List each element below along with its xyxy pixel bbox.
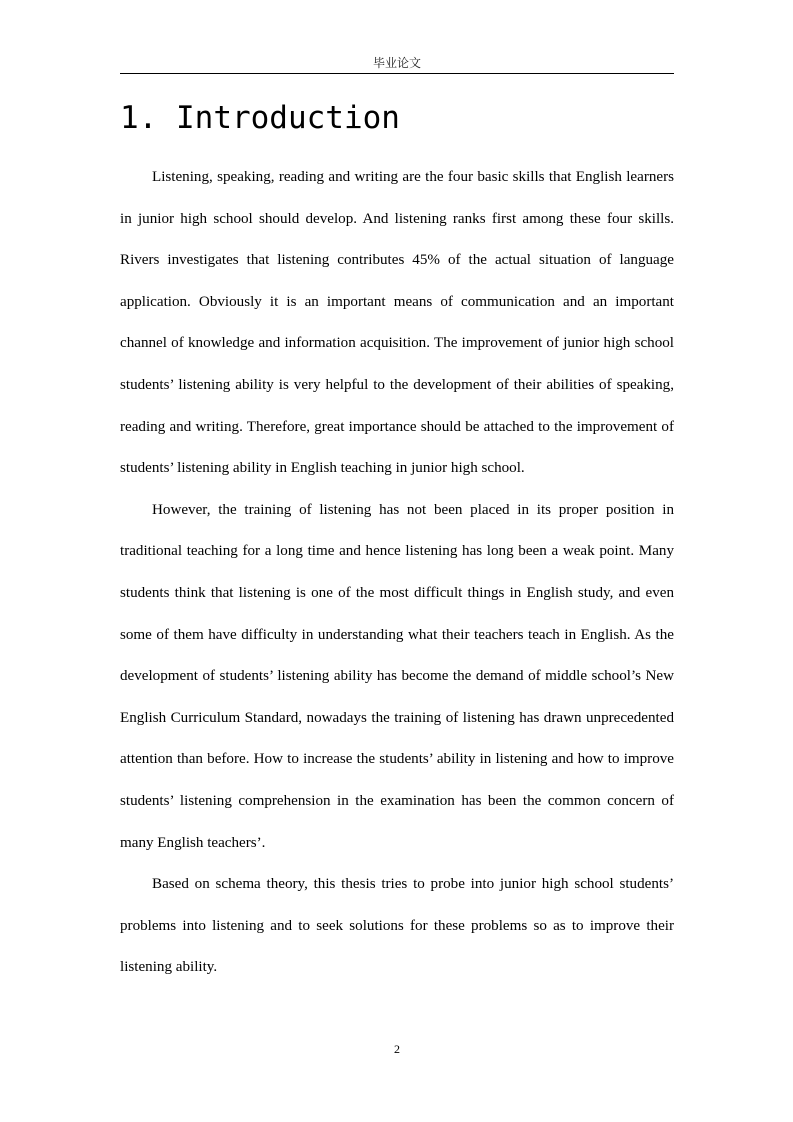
- paragraph-3: Based on schema theory, this thesis tries to probe into junior high school students’ problems into listening and to seek solutions for these problems so as to improve their listening ability.: [120, 876, 674, 976]
- body-text: [120, 157, 674, 989]
- header-title: 毕业论文: [372, 56, 421, 70]
- paragraph-2: However, the training of listening has not been placed in its proper position in traditional teaching for a long time and hence listening has long been a weak point. Many students think that listening is one of the most difficult things in English study, and even some of them have difficulty in understanding what their teachers teach in English. As the development of students’ listening ability has become the demand of middle school’s New English Curriculum Standard, nowadays the training of listening has drawn unprecedented attention than before. How to increase the students’ ability in listening and how to improve students’ listening comprehension in the examination has been the common concern of many English teachers’.: [120, 501, 674, 851]
- page-header: [120, 55, 674, 74]
- page-number: 2: [394, 1042, 400, 1056]
- paragraph-1: Listening, speaking, reading and writing are the four basic skills that English learners in junior high school should develop. And listening ranks first among these four skills. Rivers investigates that listening contributes 45% of the actual situation of language application. Obviously it is an important means of communication and an important channel of knowledge and information acquisition. The improvement of junior high school students’ listening ability is very helpful to the development of their abilities of speaking, reading and writing. Therefore, great importance should be attached to the improvement of students’ listening ability in English teaching in junior high school.: [120, 169, 674, 477]
- section-title: 1. Introduction: [120, 100, 400, 136]
